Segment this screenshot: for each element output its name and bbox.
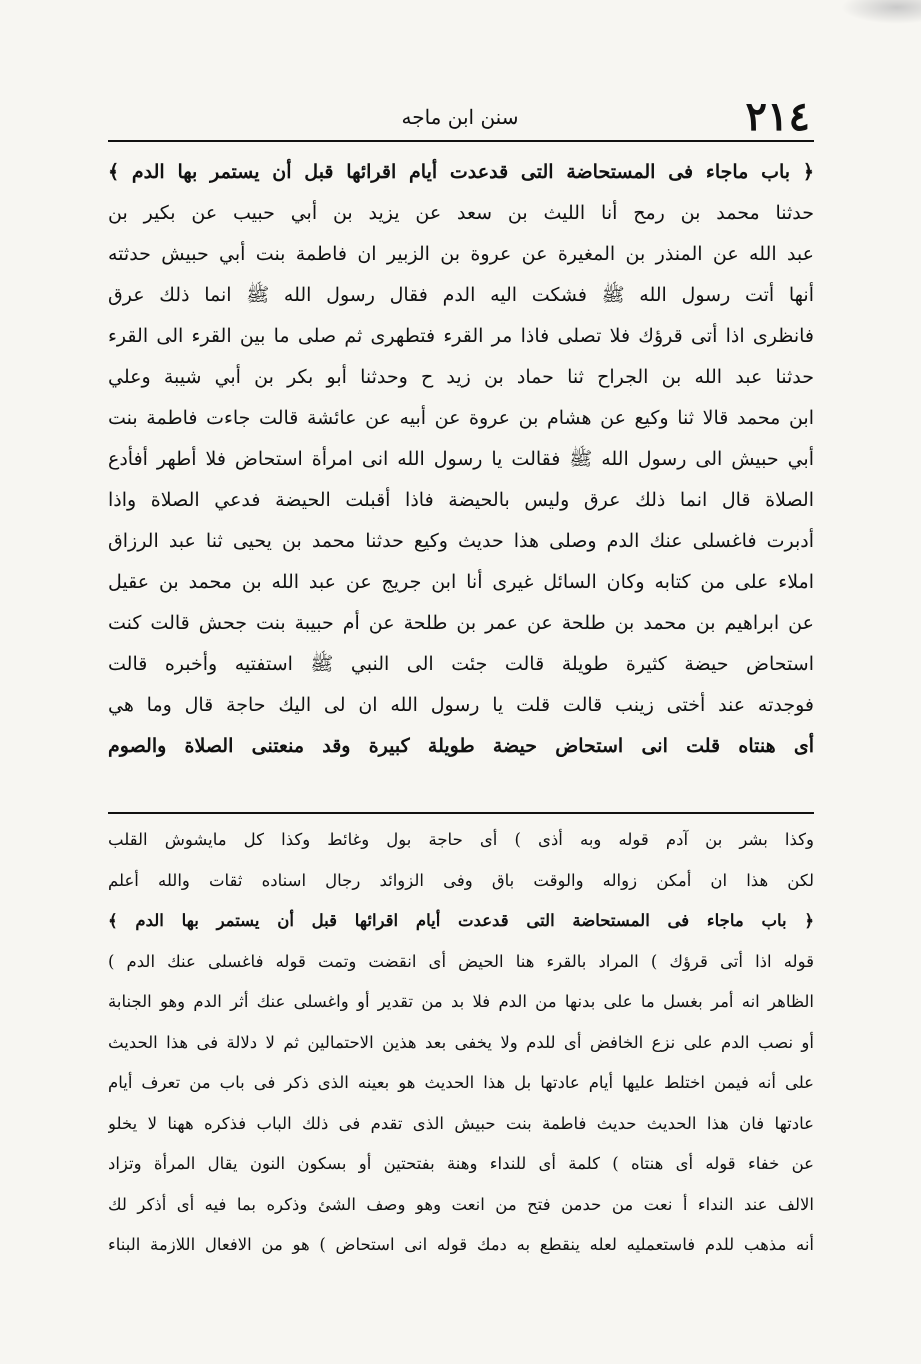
commentary-line: الظاهر انه أمر بغسل ما على بدنها من الدم فلا بد من تقدير أو واغسلى عنك أثر الدم وهو الجنابة <box>108 992 814 1011</box>
chapter-heading: ﴿ باب ماجاء فى المستحاضة التى قدعدت أيام اقرائها قبل أن يستمر بها الدم ﴾ <box>108 161 814 183</box>
scan-smudge <box>841 0 921 24</box>
text-line: الصلاة قال انما ذلك عرق وليس بالحيضة فاذا أقبلت الحيضة فدعي الصلاة واذا <box>108 489 814 511</box>
commentary-line: لكن هذا ان أمكن زواله والوقت باق وفى الزوائد رجال اسناده ثقات والله أعلم <box>108 870 814 890</box>
text-line: أى هنتاه قلت انى استحاض حيضة طويلة كبيرة وقد منعتنى الصلاة والصوم <box>108 735 814 757</box>
main-text <box>108 152 814 767</box>
text-line: حدثنا عبد الله بن الجراح ثنا حماد بن زيد ح وحدثنا أبو بكر بن أبي شيبة وعلي <box>108 366 814 388</box>
commentary-line: على أنه فيمن اختلط عليها أيام عادتها بل هذا الحديث هو بعينه الذى ذكر فى باب من تعرف أيام <box>108 1073 814 1092</box>
commentary-chapter-heading: ﴿ باب ماجاء فى المستحاضة التى قدعدت أيام اقرائها قبل أن يستمر بها الدم ﴾ <box>108 911 814 930</box>
running-title: سنن ابن ماجه <box>401 105 519 129</box>
text-line: ابن محمد قالا ثنا وكيع عن هشام بن عروة عن أبيه عن عائشة قالت جاءت فاطمة بنت <box>108 407 814 429</box>
header-rule <box>108 140 814 142</box>
text-line: أبي حبيش الى رسول الله ﷺ فقالت يا رسول الله انى امرأة استحاض فلا أطهر أفأدع <box>108 448 814 470</box>
commentary-line: الالف عند النداء أ نعت من حدمن فتح من انعت وهو وصف الشئ وذكره بما فيه أى أذكر لك <box>108 1194 814 1214</box>
commentary-divider <box>108 812 814 814</box>
commentary <box>108 820 814 1266</box>
text-line: عن ابراهيم بن محمد بن طلحة عن عمر بن طلحة عن أم حبيبة بنت جحش قالت كنت <box>108 612 814 634</box>
commentary-line: أنه مذهب للدم فاستعمليه لعله ينقطع به دمك قوله انى استحاض ) هو من الافعال اللازمة البناء <box>108 1235 814 1254</box>
commentary-line: قوله اذا أتى قرؤك ) المراد بالقرء هنا الحيض أى انقضت وتمت قوله فاغسلى عنك الدم ) <box>108 951 814 971</box>
page-header <box>110 92 810 142</box>
text-line: فانظرى اذا أتى قرؤك فلا تصلى فاذا مر القرء فتطهرى ثم صلى ما بين القرء الى القرء <box>108 325 814 347</box>
text-line: فوجدته عند أختى زينب قالت قلت يا رسول الله ان لى اليك حاجة قال وما هي <box>108 694 814 716</box>
commentary-line: عن خفاء قوله أى هنتاه ) كلمة أى للنداء وهنة بفتحتين أو بسكون النون يقال المرأة وتزاد <box>108 1154 814 1173</box>
text-line: املاء على من كتابه وكان السائل غيرى أنا ابن جريج عن عبد الله بن محمد بن عقيل <box>108 571 814 593</box>
commentary-line: وكذا بشر بن آدم قوله وبه أذى ) أى حاجة بول وغائط وكذا كل مايشوش القلب <box>108 830 814 849</box>
commentary-line: عادتها فان هذا الحديث حديث فاطمة بنت حبيش الذى تقدم فى ذلك الباب فذكره ههنا لا يخلو <box>108 1113 814 1133</box>
commentary-line: أو نصب الدم على نزع الخافض أى للدم ولا يخفى بعد هذين الاحتمالين ثم لا دلالة فى هذا الحديث <box>108 1032 814 1052</box>
text-line: أدبرت فاغسلى عنك الدم وصلى هذا حديث وكيع حدثنا محمد بن يحيى ثنا عبد الرزاق <box>108 530 814 552</box>
text-line: عبد الله عن المنذر بن المغيرة عن عروة بن الزبير ان فاطمة بنت أبي حبيش حدثته <box>108 243 814 265</box>
text-line: حدثنا محمد بن رمح أنا الليث بن سعد عن يزيد بن أبي حبيب عن بكير بن <box>108 202 814 224</box>
page-number: ٢١٤ <box>745 93 810 140</box>
text-line: أنها أتت رسول الله ﷺ فشكت اليه الدم فقال رسول الله ﷺ انما ذلك عرق <box>108 284 814 306</box>
text-line: استحاض حيضة كثيرة طويلة قالت جئت الى النبي ﷺ استفتيه وأخبره قالت <box>108 653 814 675</box>
